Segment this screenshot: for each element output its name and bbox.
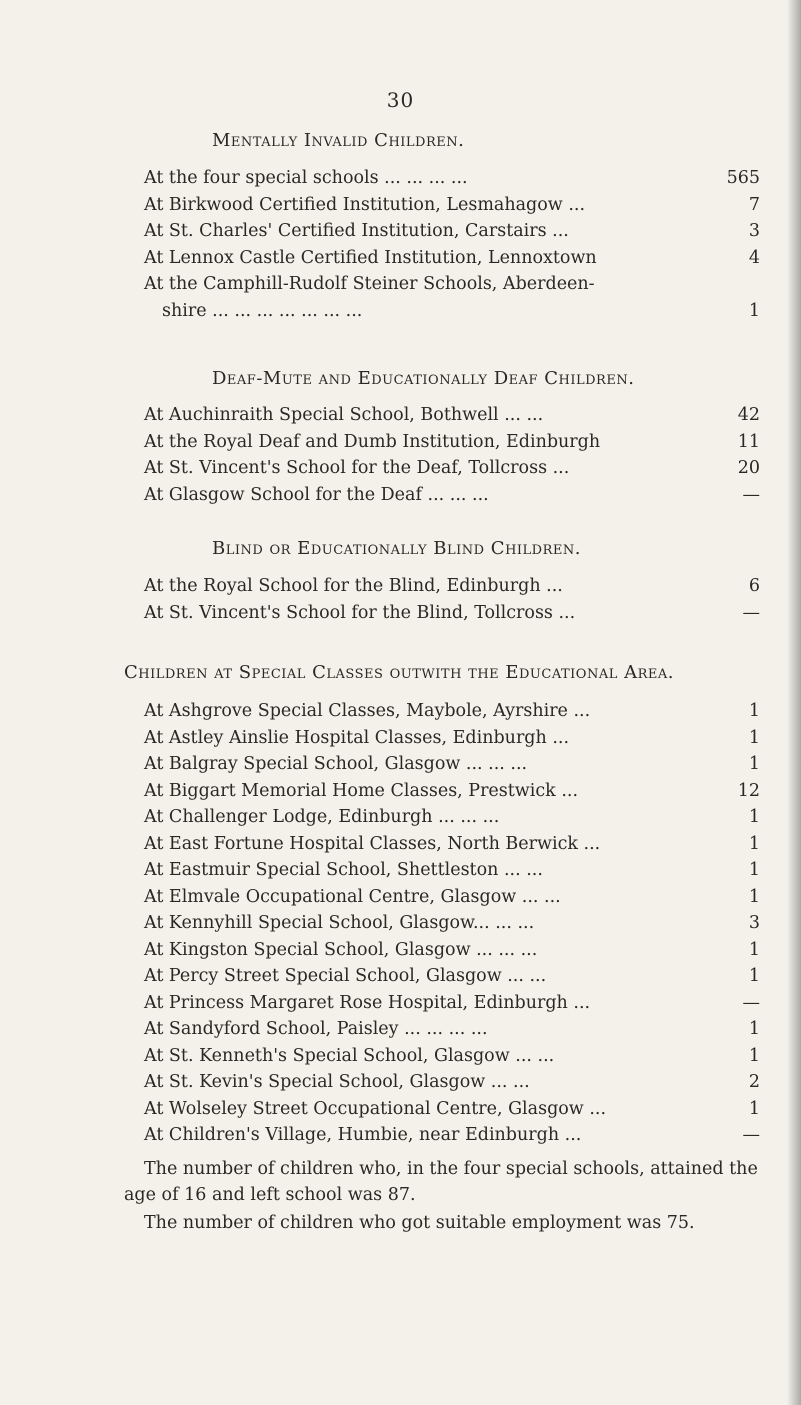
table-row [144, 884, 770, 911]
row-label: At Children's Village, Humbie, near Edinburgh ... [144, 1125, 582, 1145]
page-edge-shadow [787, 0, 801, 1405]
row-value: 1 [748, 1019, 760, 1039]
row-label: At the four special schools ... ... ... ... [144, 168, 468, 188]
table-row [144, 298, 770, 325]
table-row [144, 910, 770, 937]
table-row [144, 600, 770, 627]
row-label: At Lennox Castle Certified Institution, Lennoxtown [144, 247, 597, 268]
row-label: At Biggart Memorial Home Classes, Prestwick ... [144, 780, 579, 801]
row-label: At Auchinraith Special School, Bothwell ... ... [144, 405, 544, 425]
table-special-classes [144, 698, 770, 1149]
table-deaf-mute [144, 402, 770, 508]
row-value: 1 [748, 1098, 760, 1119]
row-value: — [742, 602, 760, 623]
page-number: 30 [386, 88, 415, 112]
table-row [144, 1043, 770, 1070]
row-value: 1 [748, 833, 760, 854]
row-value: 42 [737, 405, 760, 425]
table-row [144, 857, 770, 884]
table-row [144, 1069, 770, 1096]
row-value: — [742, 1125, 760, 1145]
row-value: 565 [726, 168, 760, 188]
table-blind [144, 573, 770, 626]
table-row [144, 218, 770, 245]
table-row [144, 402, 770, 429]
row-label: At Challenger Lodge, Edinburgh ... ... ... [144, 807, 500, 827]
row-label: At St. Vincent's School for the Deaf, Tollcross ... [144, 458, 570, 478]
table-row [144, 937, 770, 964]
row-label: At Elmvale Occupational Centre, Glasgow ... ... [144, 886, 561, 907]
row-label: At Glasgow School for the Deaf ... ... ... [144, 484, 489, 505]
row-label: At Astley Ainslie Hospital Classes, Edinburgh ... [144, 727, 570, 748]
row-value: 1 [748, 701, 760, 721]
table-row [144, 455, 770, 482]
row-value: 2 [748, 1072, 760, 1092]
table-row [144, 778, 770, 805]
table-row [144, 165, 770, 192]
paragraph-school-leavers: The number of children who, in the four special schools, attained the age of 16 and left school was 87. [124, 1159, 758, 1205]
row-label: At St. Kenneth's Special School, Glasgow ... ... [144, 1045, 555, 1066]
table-row [144, 245, 770, 272]
row-label: At Percy Street Special School, Glasgow ... ... [144, 966, 547, 986]
row-label: At St. Vincent's School for the Blind, Tollcross ... [144, 602, 576, 623]
table-row [144, 831, 770, 858]
row-value: — [742, 992, 760, 1013]
row-label: At East Fortune Hospital Classes, North Berwick ... [144, 833, 601, 854]
row-label: At Kingston Special School, Glasgow ... ... ... [144, 939, 538, 960]
section-heading-deaf-mute: Deaf-Mute and Educationally Deaf Children. [212, 368, 635, 389]
table-row [144, 192, 770, 219]
row-label: At Balgray Special School, Glasgow ... ... ... [144, 754, 528, 774]
row-label: At St. Charles' Certified Institution, Carstairs ... [144, 221, 569, 241]
section-heading-special-classes: Children at Special Classes outwith the Educational Area. [124, 662, 674, 683]
row-value: — [742, 484, 760, 505]
row-label: At the Royal School for the Blind, Edinburgh ... [144, 576, 563, 596]
row-label: At Wolseley Street Occupational Centre, Glasgow ... [144, 1098, 607, 1119]
row-value: 1 [748, 1045, 760, 1066]
section-heading-blind: Blind or Educationally Blind Children. [212, 538, 581, 559]
paragraph-employment: The number of children who got suitable employment was 75. [144, 1213, 695, 1233]
row-label: At Ashgrove Special Classes, Maybole, Ayrshire ... [144, 701, 591, 721]
row-label: shire ... ... ... ... ... ... ... [162, 300, 363, 321]
row-value: 20 [737, 458, 760, 478]
row-label: At the Royal Deaf and Dumb Institution, Edinburgh [144, 431, 601, 452]
row-value: 1 [748, 807, 760, 827]
table-row [144, 1016, 770, 1043]
table-row [144, 271, 770, 298]
row-value: 1 [748, 300, 760, 321]
row-value: 11 [737, 431, 760, 452]
row-label: At Birkwood Certified Institution, Lesmahagow ... [144, 194, 586, 215]
row-value: 1 [748, 966, 760, 986]
row-value: 1 [748, 939, 760, 960]
row-value: 1 [748, 860, 760, 880]
row-label: At the Camphill-Rudolf Steiner Schools, Aberdeen- [144, 274, 595, 294]
table-row [144, 1096, 770, 1123]
row-value: 6 [748, 576, 760, 596]
row-label: At Princess Margaret Rose Hospital, Edinburgh ... [144, 992, 591, 1013]
table-row [144, 429, 770, 456]
section-heading-mentally-invalid: Mentally Invalid Children. [212, 130, 465, 151]
row-value: 4 [748, 247, 760, 268]
row-value: 1 [748, 754, 760, 774]
table-mentally-invalid [144, 165, 770, 324]
row-value: 3 [748, 221, 760, 241]
table-row [144, 751, 770, 778]
row-value: 1 [748, 727, 760, 748]
table-row [144, 963, 770, 990]
row-value: 12 [737, 780, 760, 801]
table-row [144, 1122, 770, 1149]
row-label: At Kennyhill Special School, Glasgow... ... ... [144, 913, 535, 933]
row-label: At St. Kevin's Special School, Glasgow ... ... [144, 1072, 530, 1092]
row-value: 1 [748, 886, 760, 907]
row-label: At Sandyford School, Paisley ... ... ... ... [144, 1019, 488, 1039]
row-value: 7 [748, 194, 760, 215]
table-row [144, 804, 770, 831]
table-row [144, 725, 770, 752]
row-label: At Eastmuir Special School, Shettleston ... ... [144, 860, 543, 880]
row-value: 3 [748, 913, 760, 933]
table-row [144, 990, 770, 1017]
table-row [144, 698, 770, 725]
table-row [144, 573, 770, 600]
table-row [144, 482, 770, 509]
